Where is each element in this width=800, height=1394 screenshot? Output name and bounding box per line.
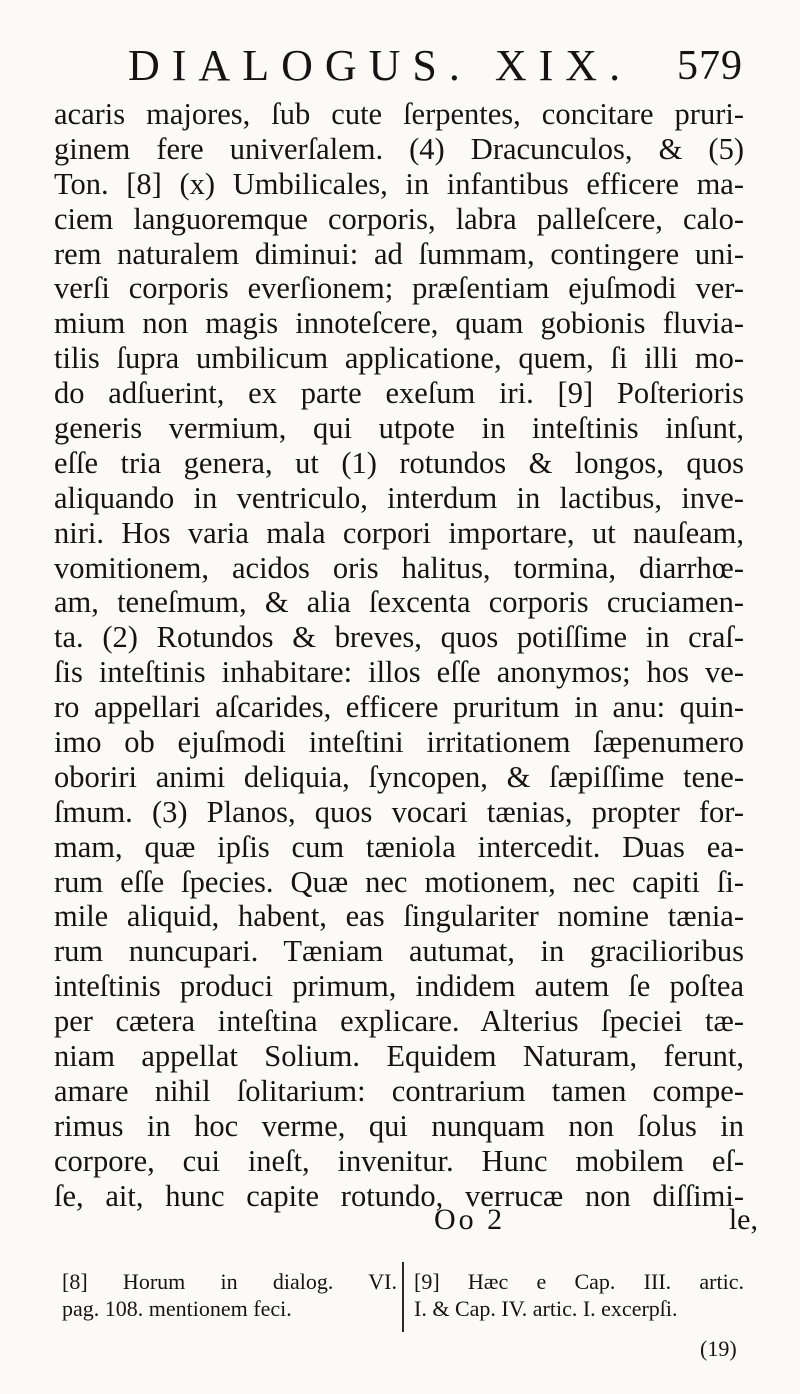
text-line: aliquando in ventriculo, interdum in lactibus, inve- — [54, 480, 744, 515]
text-line: niam appellat Solium. Equidem Naturam, ferunt, — [54, 1039, 744, 1074]
text-line: amare nihil ſolitarium: contrarium tamen compe- — [54, 1073, 744, 1108]
text-line: ta. (2) Rotundos & breves, quos potiſſime in craſ- — [54, 620, 744, 655]
body-text — [54, 97, 744, 1214]
text-line: ſe, ait, hunc capite rotundo, verrucæ non diſſimi- — [54, 1178, 744, 1213]
text-line: mium non magis innoteſcere, quam gobionis fluvia- — [54, 306, 744, 341]
text-line: am, teneſmum, & alia ſexcenta corporis cruciamen- — [54, 585, 744, 620]
text-line: per cætera inteſtina explicare. Alterius ſpeciei tæ- — [54, 1004, 744, 1039]
text-line: tilis ſupra umbilicum applicatione, quem, ſi illi mo- — [54, 341, 744, 376]
page-number: 579 — [677, 43, 743, 89]
text-line: rimus in hoc verme, qui nunquam non ſolus in — [54, 1108, 744, 1143]
text-line: mam, quæ ipſis cum tæniola intercedit. Duas ea- — [54, 829, 744, 864]
footnote-line: [8] Horum in dialog. VI. — [62, 1269, 397, 1294]
page-header — [128, 38, 743, 94]
text-line: niri. Hos varia mala corpori importare, ut nauſeam, — [54, 515, 744, 550]
text-line: mile aliquid, habent, eas ſingulariter nomine tænia- — [54, 899, 744, 934]
running-title: DIALOGUS. XIX. — [128, 41, 633, 90]
text-line: ciem languoremque corporis, labra palleſcere, calo- — [54, 201, 744, 236]
text-line: vomitionem, acidos oris halitus, tormina, diarrhœ- — [54, 550, 744, 585]
footnote-line: I. & Cap. IV. artic. I. excerpſi. — [414, 1296, 678, 1321]
text-line: eſſe tria genera, ut (1) rotundos & longos, quos — [54, 445, 744, 480]
text-line: generis vermium, qui utpote in inteſtinis inſunt, — [54, 411, 744, 446]
text-line: ginem fere univerſalem. (4) Dracunculos, & (5) — [54, 131, 744, 166]
text-line: ro appellari aſcarides, efficere pruritum in anu: quin- — [54, 690, 744, 725]
text-line: Ton. [8] (x) Umbilicales, in infantibus efficere ma- — [54, 166, 744, 201]
footnote-divider — [402, 1262, 404, 1332]
text-line: verſi corporis everſionem; præſentiam ejuſmodi ver- — [54, 271, 744, 306]
footnote-line: [9] Hæc e Cap. III. artic. — [414, 1269, 744, 1294]
footnote-left — [62, 1268, 397, 1322]
text-line: inteſtinis produci primum, indidem autem ſe poſtea — [54, 969, 744, 1004]
text-line: imo ob ejuſmodi inteſtini irritationem ſæpenumero — [54, 725, 744, 760]
text-line: rem naturalem diminui: ad ſummam, contingere uni- — [54, 236, 744, 271]
text-line: ſmum. (3) Planos, quos vocari tænias, propter for- — [54, 794, 744, 829]
catchword: le, — [728, 1203, 758, 1236]
footnote-right — [414, 1268, 744, 1322]
text-line: rum nuncupari. Tæniam autumat, in gracilioribus — [54, 934, 744, 969]
signature-row — [54, 1203, 758, 1237]
page-mark: (19) — [700, 1336, 737, 1361]
text-line: do adſuerint, ex parte exeſum iri. [9] Poſterioris — [54, 376, 744, 411]
text-line: rum eſſe ſpecies. Quæ nec motionem, nec capiti ſi- — [54, 864, 744, 899]
footnote-line: pag. 108. mentionem feci. — [62, 1296, 292, 1321]
text-line: ſis inteſtinis inhabitare: illos eſſe anonymos; hos ve- — [54, 655, 744, 690]
text-line: oboriri animi deliquia, ſyncopen, & ſæpiſſime tene- — [54, 759, 744, 794]
text-line: acaris majores, ſub cute ſerpentes, concitare pruri- — [54, 97, 744, 131]
text-line: corpore, cui ineſt, invenitur. Hunc mobilem eſ- — [54, 1143, 744, 1178]
signature-mark: Oo 2 — [434, 1203, 506, 1236]
